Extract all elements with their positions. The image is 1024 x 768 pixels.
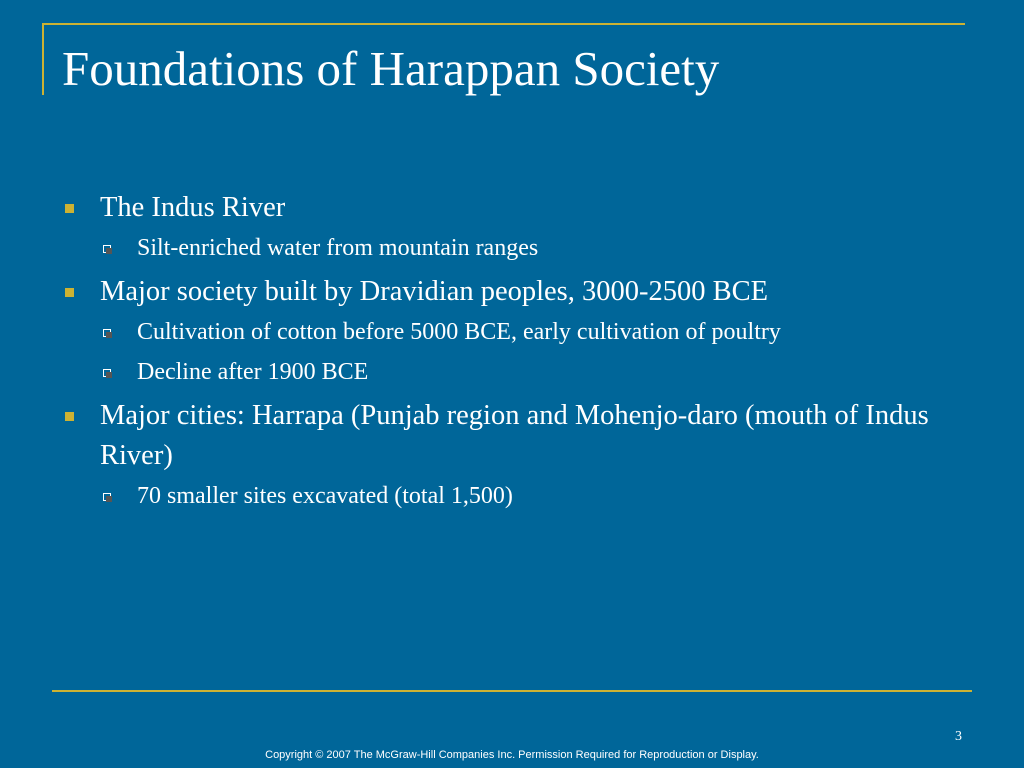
bullet-list (62, 188, 942, 520)
title-frame-top-line (42, 23, 965, 25)
sub-bullet-text: Cultivation of cotton before 5000 BCE, early cultivation of poultry (137, 319, 781, 345)
bullet-text: Major society built by Dravidian peoples, 3000-2500 BCE (100, 276, 769, 307)
hollow-square-bullet-icon (103, 245, 111, 253)
square-bullet-icon (65, 412, 74, 421)
sub-bullet-text: 70 smaller sites excavated (total 1,500) (137, 483, 513, 509)
page-number: 3 (955, 729, 962, 744)
bullet-item (62, 272, 942, 312)
bullet-item (62, 188, 942, 228)
hollow-square-bullet-icon (103, 493, 111, 501)
hollow-square-bullet-icon (103, 329, 111, 337)
bullet-text: The Indus River (100, 192, 286, 223)
hollow-square-bullet-icon (103, 369, 111, 377)
sub-bullet-text: Decline after 1900 BCE (137, 359, 369, 385)
bullet-item (62, 396, 942, 476)
copyright-notice: Copyright © 2007 The McGraw-Hill Companies Inc. Permission Required for Reproduction or Display. (265, 749, 759, 761)
square-bullet-icon (65, 204, 74, 213)
sub-bullet-item (62, 478, 942, 514)
title-frame-left-line (42, 23, 44, 95)
bullet-text: Major cities: Harrapa (Punjab region and Mohenjo-daro (mouth of Indus River) (100, 400, 929, 471)
sub-bullet-text: Silt-enriched water from mountain ranges (137, 235, 539, 261)
slide-title: Foundations of Harappan Society (62, 41, 720, 96)
sub-bullet-item (62, 230, 942, 266)
sub-bullet-item (62, 354, 942, 390)
sub-bullet-item (62, 314, 942, 350)
footer-divider (52, 690, 972, 692)
square-bullet-icon (65, 288, 74, 297)
